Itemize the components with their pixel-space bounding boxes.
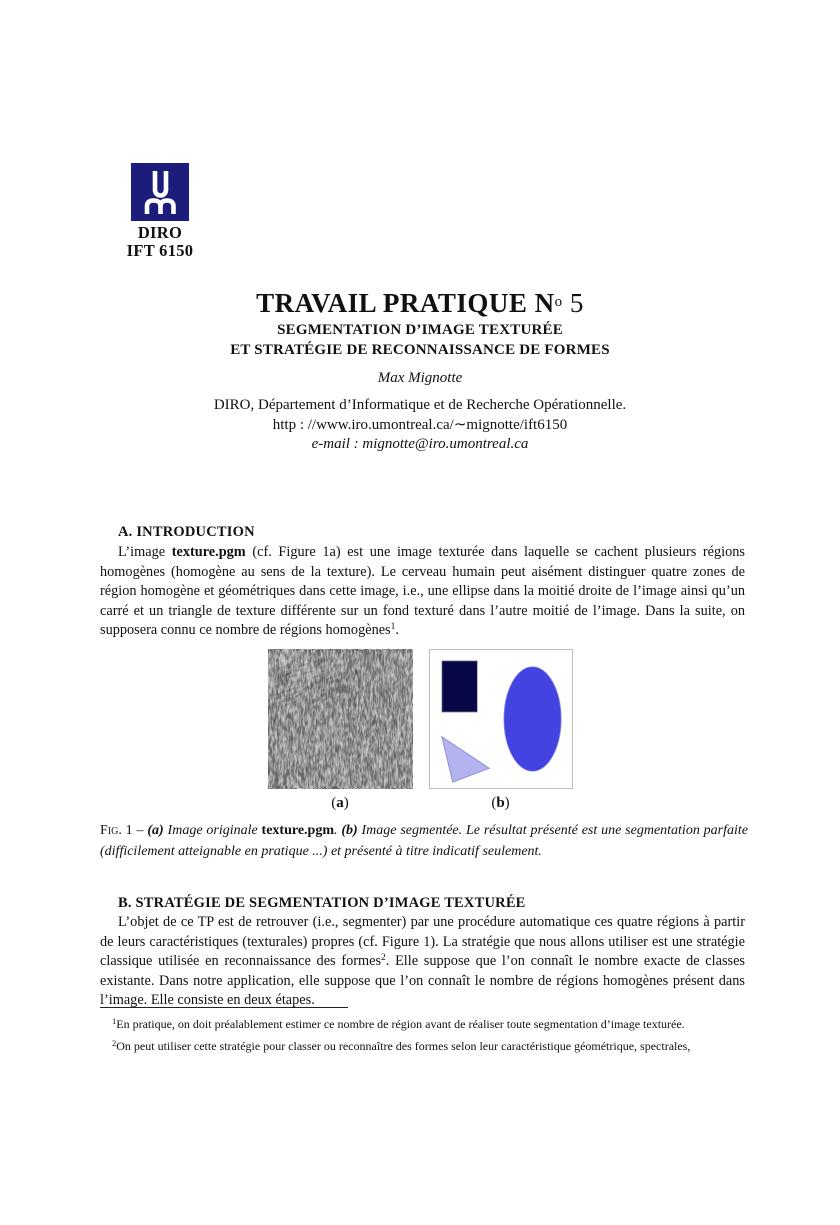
label-a-letter: a	[336, 795, 344, 811]
website-url: http : //www.iro.umontreal.ca/∼mignotte/ift6150	[272, 416, 568, 433]
text-segment: )	[343, 795, 349, 811]
text-segment: .	[334, 823, 342, 838]
subtitle-line-2: ET STRATÉGIE DE RECONNAISSANCE DE FORMES	[230, 342, 610, 358]
course-label: IFT 6150	[126, 241, 194, 260]
page-title	[0, 288, 840, 319]
text-segment: L’objet de ce TP est de retrouver (i.e., segmenter) par une procédure automatique ces quatre régions à partir de leurs caractéristiques (texturales) propres (cf. Figure 1). La stratégie que nous allons utiliser est une stratégie classique utilisée en reconnaissance des formes	[100, 914, 745, 969]
footnote-2	[100, 1034, 752, 1056]
caption-fig-label: Fig. 1 –	[100, 823, 148, 838]
section-a-paragraph	[100, 543, 745, 641]
affiliation: DIRO, Département d’Informatique et de Recherche Opérationnelle.	[213, 397, 627, 413]
segmented-square	[441, 661, 476, 712]
segmented-triangle	[441, 737, 488, 782]
author-affiliation-block	[0, 396, 840, 455]
footnote-rule	[100, 1007, 348, 1008]
subtitle	[0, 320, 840, 360]
text-segment: (	[331, 795, 337, 811]
text-segment: Image segmentée. Le résultat présenté est une segmentation parfaite (difficilement atteignable en pratique ...) et présenté à titre indicatif seulement.	[100, 823, 748, 859]
logo-block	[118, 163, 202, 260]
caption-b-marker: (b)	[341, 823, 358, 838]
text-segment: (	[491, 795, 497, 811]
title-text: TRAVAIL PRATIQUE N	[256, 288, 555, 318]
text-segment: )	[504, 795, 510, 811]
footnote-ref-2: 2	[381, 953, 386, 963]
subfigure-b	[429, 649, 573, 812]
university-logo-glyph	[131, 163, 189, 221]
university-logo-icon	[131, 163, 189, 221]
subfig-label-a	[268, 795, 413, 812]
subfig-label-b	[429, 795, 573, 812]
footnotes-block	[100, 1012, 752, 1055]
text-segment: Image originale	[163, 823, 262, 838]
dept-label: DIRO	[137, 223, 183, 242]
footnote-1	[100, 1012, 752, 1034]
subtitle-line-1: SEGMENTATION D’IMAGE TEXTURÉE	[277, 322, 563, 338]
footnote-2-marker: 2	[112, 1037, 117, 1048]
subfigure-a	[268, 649, 413, 812]
text-segment: . Elle suppose que l’on connaît le nombre exacte de classes existante. Dans notre application, elle suppose que l’on connaît le nombre de régions homogènes présent dans l’image. Elle consiste en deux étapes.	[100, 953, 745, 1008]
email-address: e-mail : mignotte@iro.umontreal.ca	[311, 436, 529, 452]
label-b-letter: b	[496, 795, 505, 811]
footnote-2-text: On peut utiliser cette stratégie pour classer ou reconnaître des formes selon leur caractéristique géométrique, spectrales,	[116, 1038, 691, 1053]
section-a-heading: A. INTRODUCTION	[118, 524, 255, 540]
title-number: 5	[562, 288, 584, 318]
caption-a-marker: (a)	[147, 823, 164, 838]
texture-image	[268, 649, 413, 789]
figure-block	[0, 649, 840, 812]
segmented-ellipse	[503, 667, 560, 771]
author-name: Max Mignotte	[377, 370, 463, 386]
filename-bold: texture.pgm	[171, 544, 246, 560]
section-b-paragraph	[100, 913, 745, 1011]
text-segment: L’image	[118, 544, 172, 560]
section-b-heading: B. STRATÉGIE DE SEGMENTATION D’IMAGE TEXTURÉE	[118, 895, 526, 911]
segmented-image	[429, 649, 573, 789]
text-segment: .	[395, 622, 399, 638]
footnote-ref-1: 1	[390, 622, 396, 632]
title-ordinal: o	[554, 294, 563, 310]
footnote-1-text: En pratique, on doit préalablement estimer ce nombre de région avant de réaliser toute segmentation d’image texturée.	[116, 1017, 685, 1031]
text-segment: (cf. Figure 1a) est une image texturée dans laquelle se cachent plusieurs régions homogènes (homogène au sens de la texture). Le cerveau humain peut aisément distinguer quatre zones de région homogène et géométriques dans cette image, i.e., une ellipse dans la moitié droite de l’image ainsi qu’un carré et un triangle de texture différente sur un fond texturé dans l’autre moitié de l’image. Dans la suite, on supposera connu ce nombre de régions homogènes	[100, 544, 745, 638]
caption-filename: texture.pgm	[261, 823, 334, 838]
figure-caption	[100, 820, 748, 862]
footnote-1-marker: 1	[112, 1016, 117, 1026]
